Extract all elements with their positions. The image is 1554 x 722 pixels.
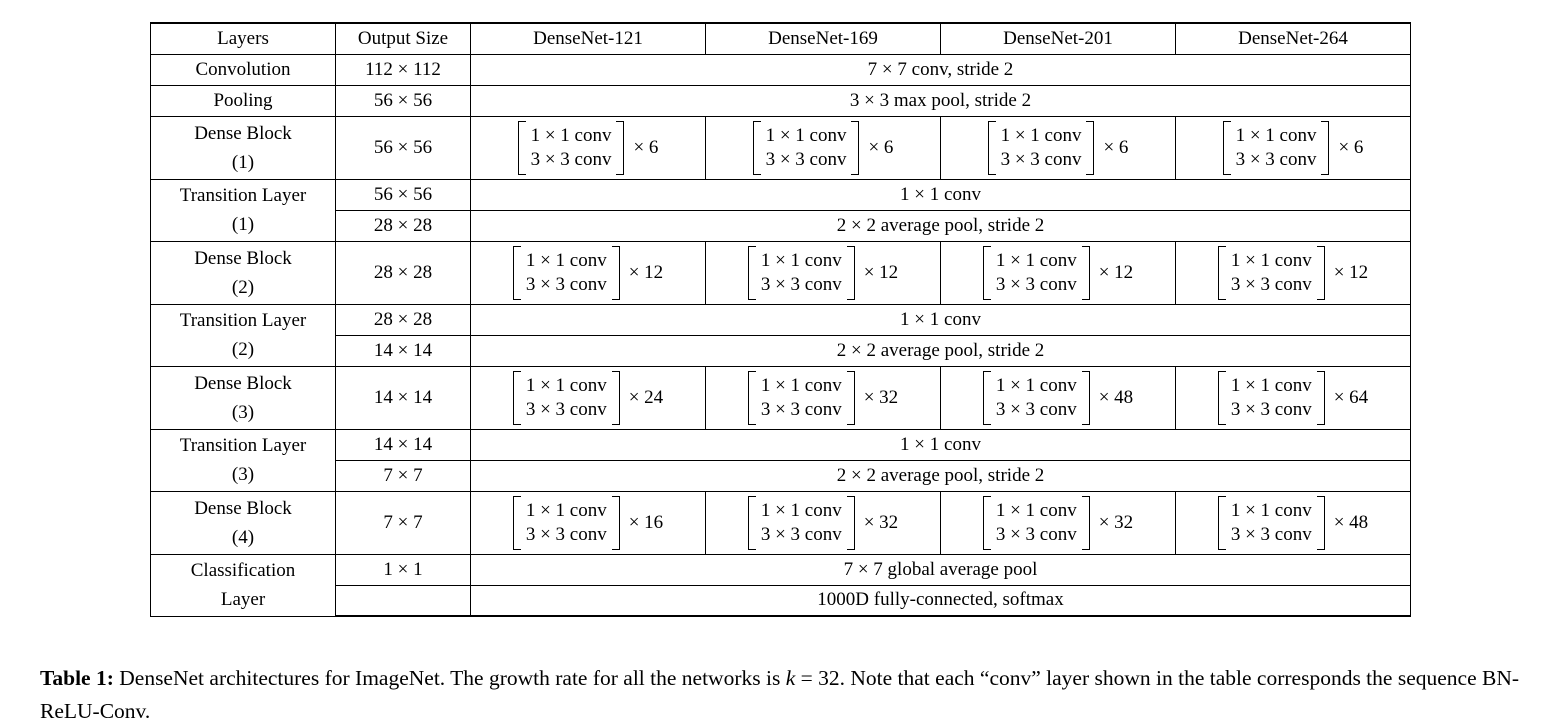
layer-name-line: Transition Layer (179, 435, 307, 456)
matrix-multiplier: × 24 (628, 386, 664, 408)
header-layers: Layers (151, 23, 336, 54)
row-classification-b (151, 585, 1411, 616)
dense-block-cell (706, 491, 941, 554)
matrix-bracket (983, 496, 1090, 550)
layer-name-cell (151, 241, 336, 304)
output-size-cell: 28 × 28 (336, 241, 471, 304)
matrix-line: 1 × 1 conv (1235, 124, 1317, 146)
matrix-multiplier: × 6 (1338, 136, 1364, 158)
output-size-cell (336, 585, 471, 616)
matrix-line: 3 × 3 conv (525, 273, 607, 295)
matrix-line: 1 × 1 conv (995, 499, 1077, 521)
row-dense-block-4 (151, 491, 1411, 554)
matrix-line: 3 × 3 conv (1000, 148, 1082, 170)
output-size-cell: 7 × 7 (336, 460, 471, 491)
layer-name-cell: Pooling (151, 85, 336, 116)
conv-matrix (475, 246, 701, 300)
matrix-line: 1 × 1 conv (525, 374, 607, 396)
matrix-line: 3 × 3 conv (1230, 273, 1312, 295)
table-caption (40, 662, 1522, 722)
matrix-line: 3 × 3 conv (525, 523, 607, 545)
row-transition-3b (151, 460, 1411, 491)
matrix-multiplier: × 32 (863, 386, 899, 408)
conv-matrix (1180, 246, 1406, 300)
matrix-line: 3 × 3 conv (760, 273, 842, 295)
matrix-bracket (748, 246, 855, 300)
header-densenet-169: DenseNet-169 (706, 23, 941, 54)
caption-text-before-k: DenseNet architectures for ImageNet. The growth rate for all the networks is (113, 665, 786, 690)
matrix-multiplier: × 32 (1098, 511, 1134, 533)
caption-k-variable: k (785, 665, 796, 690)
conv-matrix (945, 246, 1171, 300)
dense-block-cell (1176, 116, 1411, 179)
dense-block-cell (941, 241, 1176, 304)
conv-matrix (475, 371, 701, 425)
header-densenet-201: DenseNet-201 (941, 23, 1176, 54)
layer-index-line: (2) (231, 276, 255, 298)
matrix-multiplier: × 12 (1333, 261, 1369, 283)
matrix-bracket (748, 496, 855, 550)
matrix-line: 1 × 1 conv (1230, 374, 1312, 396)
matrix-multiplier: × 48 (1098, 386, 1134, 408)
matrix-multiplier: × 16 (628, 511, 664, 533)
output-size-cell: 7 × 7 (336, 491, 471, 554)
header-densenet-264: DenseNet-264 (1176, 23, 1411, 54)
matrix-line: 3 × 3 conv (760, 398, 842, 420)
layer-index-line: (3) (231, 401, 255, 423)
layer-index-line: (1) (231, 214, 255, 235)
layer-name-cell (151, 429, 336, 491)
matrix-bracket (983, 371, 1090, 425)
matrix-multiplier: × 12 (863, 261, 899, 283)
matrix-bracket (753, 121, 860, 175)
conv-matrix (1180, 371, 1406, 425)
densenet-architecture-table (150, 22, 1411, 617)
dense-block-cell (471, 241, 706, 304)
matrix-line: 1 × 1 conv (525, 499, 607, 521)
span-cell: 3 × 3 max pool, stride 2 (471, 85, 1411, 116)
matrix-line: 3 × 3 conv (765, 148, 847, 170)
conv-matrix (945, 121, 1171, 175)
row-transition-2a (151, 304, 1411, 335)
output-size-cell: 28 × 28 (336, 210, 471, 241)
conv-matrix (710, 371, 936, 425)
output-size-cell: 14 × 14 (336, 335, 471, 366)
output-size-cell: 1 × 1 (336, 554, 471, 585)
matrix-bracket (513, 496, 620, 550)
conv-matrix (710, 246, 936, 300)
matrix-multiplier: × 6 (868, 136, 894, 158)
span-cell: 1 × 1 conv (471, 429, 1411, 460)
layer-index-line: (1) (231, 151, 255, 173)
dense-block-cell (941, 116, 1176, 179)
layer-name-cell (151, 491, 336, 554)
matrix-bracket (513, 371, 620, 425)
row-dense-block-1 (151, 116, 1411, 179)
matrix-line: 1 × 1 conv (760, 374, 842, 396)
conv-matrix (1180, 121, 1406, 175)
matrix-bracket (1218, 246, 1325, 300)
layer-name-cell (151, 554, 336, 616)
layer-name-cell (151, 304, 336, 366)
matrix-line: 3 × 3 conv (530, 148, 612, 170)
layer-name-line: Transition Layer (179, 310, 307, 331)
matrix-line: 3 × 3 conv (995, 523, 1077, 545)
dense-block-cell (941, 366, 1176, 429)
matrix-multiplier: × 12 (1098, 261, 1134, 283)
span-cell: 2 × 2 average pool, stride 2 (471, 335, 1411, 366)
matrix-line: 3 × 3 conv (995, 273, 1077, 295)
caption-label: Table 1: (40, 665, 114, 690)
output-size-cell: 14 × 14 (336, 366, 471, 429)
layer-index-line: (3) (231, 464, 255, 485)
output-size-cell: 56 × 56 (336, 179, 471, 210)
matrix-line: 3 × 3 conv (760, 523, 842, 545)
layer-name-cell: Convolution (151, 54, 336, 85)
matrix-line: 1 × 1 conv (1230, 499, 1312, 521)
matrix-bracket (518, 121, 625, 175)
matrix-multiplier: × 64 (1333, 386, 1369, 408)
matrix-line: 1 × 1 conv (1000, 124, 1082, 146)
span-cell: 2 × 2 average pool, stride 2 (471, 210, 1411, 241)
conv-matrix (710, 121, 936, 175)
matrix-line: 1 × 1 conv (765, 124, 847, 146)
matrix-bracket (988, 121, 1095, 175)
matrix-line: 1 × 1 conv (760, 249, 842, 271)
row-transition-1b (151, 210, 1411, 241)
row-dense-block-2 (151, 241, 1411, 304)
matrix-line: 1 × 1 conv (995, 249, 1077, 271)
conv-matrix (475, 121, 701, 175)
table-header-row (151, 23, 1411, 54)
matrix-multiplier: × 32 (863, 511, 899, 533)
matrix-bracket (1218, 371, 1325, 425)
row-dense-block-3 (151, 366, 1411, 429)
output-size-cell: 28 × 28 (336, 304, 471, 335)
row-convolution (151, 54, 1411, 85)
conv-matrix (710, 496, 936, 550)
conv-matrix (945, 496, 1171, 550)
header-densenet-121: DenseNet-121 (471, 23, 706, 54)
matrix-line: 3 × 3 conv (995, 398, 1077, 420)
matrix-line: 1 × 1 conv (1230, 249, 1312, 271)
span-cell: 2 × 2 average pool, stride 2 (471, 460, 1411, 491)
header-output-size: Output Size (336, 23, 471, 54)
matrix-bracket (748, 371, 855, 425)
matrix-bracket (513, 246, 620, 300)
conv-matrix (945, 371, 1171, 425)
matrix-bracket (1223, 121, 1330, 175)
row-pooling (151, 85, 1411, 116)
row-transition-2b (151, 335, 1411, 366)
dense-block-cell (1176, 491, 1411, 554)
dense-block-cell (471, 491, 706, 554)
matrix-line: 3 × 3 conv (1230, 523, 1312, 545)
matrix-multiplier: × 12 (628, 261, 664, 283)
span-cell: 7 × 7 global average pool (471, 554, 1411, 585)
span-cell: 1000D fully-connected, softmax (471, 585, 1411, 616)
matrix-line: 1 × 1 conv (995, 374, 1077, 396)
dense-block-cell (471, 116, 706, 179)
matrix-line: 3 × 3 conv (1235, 148, 1317, 170)
layer-name-cell (151, 179, 336, 241)
layer-index-line: (4) (231, 526, 255, 548)
dense-block-cell (706, 241, 941, 304)
matrix-line: 1 × 1 conv (760, 499, 842, 521)
matrix-bracket (1218, 496, 1325, 550)
matrix-line: 1 × 1 conv (525, 249, 607, 271)
matrix-line: 3 × 3 conv (1230, 398, 1312, 420)
dense-block-cell (706, 116, 941, 179)
layer-name-line: Dense Block (194, 247, 292, 269)
span-cell: 7 × 7 conv, stride 2 (471, 54, 1411, 85)
output-size-cell: 112 × 112 (336, 54, 471, 85)
layer-index-line: (2) (231, 339, 255, 360)
layer-name-line: Layer (220, 589, 266, 610)
matrix-multiplier: × 48 (1333, 511, 1369, 533)
matrix-multiplier: × 6 (1103, 136, 1129, 158)
layer-name-line: Dense Block (194, 372, 292, 394)
matrix-bracket (983, 246, 1090, 300)
layer-name-line: Dense Block (194, 122, 292, 144)
matrix-line: 1 × 1 conv (530, 124, 612, 146)
row-transition-3a (151, 429, 1411, 460)
matrix-multiplier: × 6 (633, 136, 659, 158)
span-cell: 1 × 1 conv (471, 179, 1411, 210)
layer-name-line: Dense Block (194, 497, 292, 519)
output-size-cell: 56 × 56 (336, 85, 471, 116)
dense-block-cell (471, 366, 706, 429)
layer-name-line: Classification (190, 560, 296, 581)
output-size-cell: 56 × 56 (336, 116, 471, 179)
matrix-line: 3 × 3 conv (525, 398, 607, 420)
layer-name-line: Transition Layer (179, 185, 307, 206)
conv-matrix (1180, 496, 1406, 550)
dense-block-cell (1176, 241, 1411, 304)
row-classification-a (151, 554, 1411, 585)
span-cell: 1 × 1 conv (471, 304, 1411, 335)
layer-name-cell (151, 366, 336, 429)
dense-block-cell (706, 366, 941, 429)
dense-block-cell (941, 491, 1176, 554)
caption-text-after-k: = 32. Note that each “conv” layer shown in the table corresponds the sequence BN-ReLU-Conv. (40, 665, 1520, 722)
layer-name-cell (151, 116, 336, 179)
conv-matrix (475, 496, 701, 550)
output-size-cell: 14 × 14 (336, 429, 471, 460)
row-transition-1a (151, 179, 1411, 210)
dense-block-cell (1176, 366, 1411, 429)
